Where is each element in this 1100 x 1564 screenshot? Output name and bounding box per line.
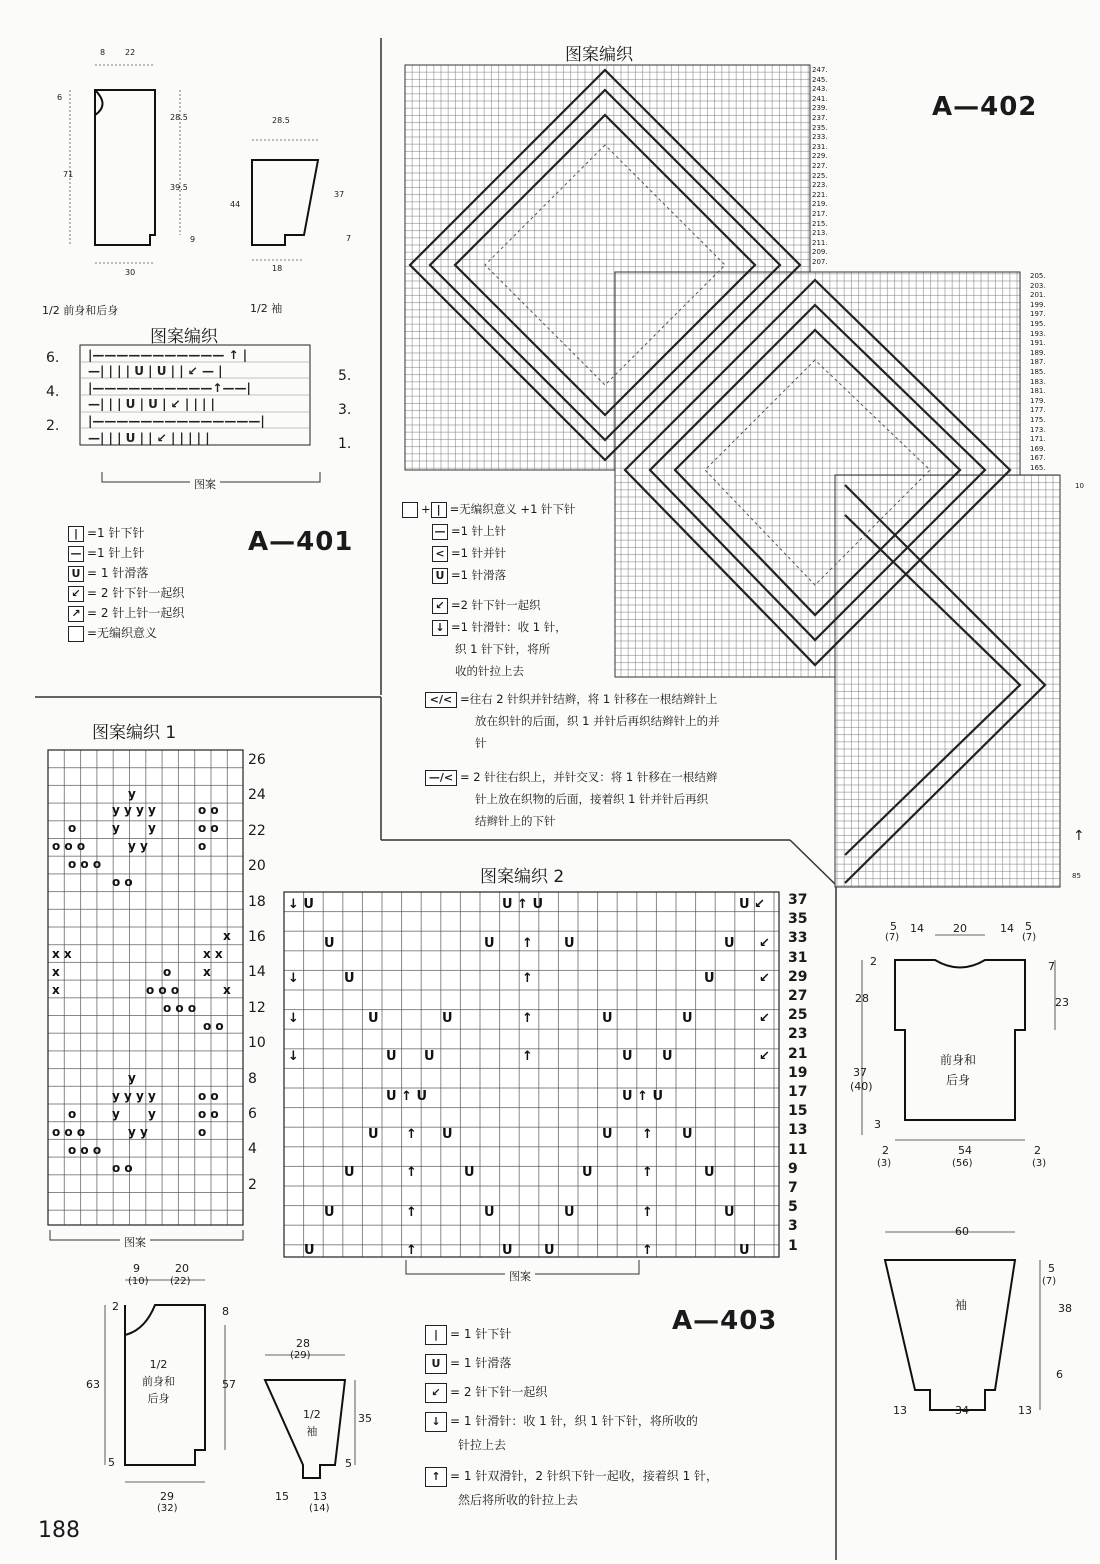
a402-legend-cross-left [425,766,717,832]
a401-dim: 22 [125,48,136,57]
svg-text:o o: o o [112,1161,133,1175]
legend-item: < =1 针并针 [402,542,576,564]
svg-text:U: U [682,1011,693,1026]
a403-sleeve-dim: 13 [313,1490,327,1503]
right-body-dim: 28 [855,992,869,1005]
svg-text:↑: ↑ [522,971,533,986]
a402-code: A—402 [932,92,1038,122]
a401-dim: 30 [125,268,136,277]
svg-text:↑: ↑ [406,1165,417,1180]
svg-text:↑: ↑ [406,1127,417,1142]
legend-item: — =1 针上针 [68,543,184,563]
svg-text:↑: ↑ [522,936,533,951]
svg-text:↓ U: ↓ U [288,897,314,912]
svg-text:o o: o o [198,821,219,835]
a403-pattern1-base: 图案 [120,1234,150,1250]
a403-sleeve-dim: 28 [296,1337,310,1350]
svg-text:o: o [68,1107,77,1121]
a403-body-dim: 57 [222,1378,236,1391]
a403-pattern2-grid [284,892,784,1262]
legend-item: 针上放在织物的后面，接着织 1 针并针后再织 [475,792,709,806]
svg-text:o o: o o [112,875,133,889]
svg-text:U: U [602,1011,613,1026]
a403-pattern1-title: 图案编织 1 [92,723,177,743]
a401-sleeve-dim: 18 [272,264,283,273]
svg-text:y: y [148,821,156,835]
a401-pattern-grid [80,345,320,445]
svg-text:x: x [203,965,211,979]
svg-text:↓: ↓ [288,971,299,986]
svg-text:U: U [344,971,355,986]
svg-text:U: U [386,1049,397,1064]
svg-text:y: y [112,1107,120,1121]
a403-body-dim: 20 [175,1262,189,1275]
right-body-dim: 54 [958,1144,972,1157]
a403-sleeve-dim: (29) [290,1350,311,1361]
legend-item: </< =往右 2 针织并针结辫，将 1 针移在一根结辫针上 [425,688,720,710]
a401-row-label: 3. [338,402,352,418]
right-sleeve-schematic [870,1220,1070,1420]
a401-dim: 9 [190,235,196,244]
right-body-dim: 7 [1048,960,1055,973]
a401-sleeve-label: 1/2 袖 [250,302,283,315]
slip-stitch-icon: ↓ [425,1412,447,1432]
svg-text:U: U [442,1011,453,1026]
legend-item: ↙ = 2 针下针一起织 [68,583,184,603]
legend-item: U = 1 针滑落 [425,1349,718,1378]
svg-text:↙: ↙ [759,936,770,951]
a401-dim: 28.5 [170,113,188,122]
a401-pattern-base: 图案 [190,476,220,492]
legend-item: ↙ = 2 针下针一起织 [425,1378,718,1407]
legend-item: ↙ =2 针下针一起织 [402,594,576,616]
right-body-dim: 23 [1055,996,1069,1009]
svg-text:o o: o o [198,803,219,817]
a403-legend [425,1320,718,1509]
a402-legend [402,498,576,682]
svg-text:U: U [544,1243,555,1258]
right-body-dim: 3 [874,1118,881,1131]
a401-dim: 39.5 [170,183,188,192]
legend-item: 然后将所收的针拉上去 [458,1493,579,1507]
purl-symbol-icon: — [432,524,448,540]
legend-item: U = 1 针滑落 [68,563,184,583]
svg-text:U: U [368,1127,379,1142]
svg-text:x: x [223,929,231,943]
svg-text:↑: ↑ [522,1011,533,1026]
right-body-dim: 14 [1000,922,1014,935]
purl-symbol-icon: — [68,546,84,562]
a403-sleeve-dim: (14) [309,1503,330,1514]
a403-sleeve-label: 1/2 袖 [303,1408,321,1438]
left-cross-icon: —/< [425,770,457,786]
svg-text:↓: ↓ [288,1011,299,1026]
right-body-dim: 14 [910,922,924,935]
svg-text:o o: o o [198,1107,219,1121]
a401-legend [68,523,184,643]
double-slip-icon: ↑ [425,1467,447,1487]
page-number: 188 [38,1518,80,1543]
svg-text:↑: ↑ [642,1127,653,1142]
right-body-dim: 5 [890,920,897,933]
a403-pattern1-grid [48,750,248,1230]
right-sleeve-dim: (7) [1042,1276,1057,1287]
legend-item: 针 [475,736,487,750]
a403-body-dim: (10) [128,1276,149,1287]
right-cross-icon: </< [425,692,457,708]
a401-sleeve-dim: 44 [230,200,241,209]
a402-corner-mark: 10 [1075,482,1084,490]
knit-symbol-icon: | [431,502,447,518]
a401-body-label: 1/2 前身和后身 [42,304,119,317]
right-body-dim: (40) [850,1080,873,1093]
svg-text:↙: ↙ [759,1049,770,1064]
right-sleeve-dim: 38 [1058,1302,1072,1315]
svg-text:U: U [424,1049,435,1064]
svg-text:y y y y: y y y y [112,803,156,817]
svg-text:U: U [662,1049,673,1064]
no-stitch-icon [68,626,84,642]
legend-item: 收的针拉上去 [455,664,524,678]
a403-body-dim: (32) [157,1503,178,1514]
svg-text:o o o: o o o [146,983,180,997]
svg-text:↓: ↓ [288,1049,299,1064]
p2tog-icon: ↗ [68,606,84,622]
svg-text:↙: ↙ [759,971,770,986]
a402-legend-cross-right [425,688,720,754]
right-sleeve-dim: 13 [893,1404,907,1417]
legend-item: 针拉上去 [458,1438,507,1452]
right-body-dim: 2 [1034,1144,1041,1157]
svg-text:U: U [724,936,735,951]
svg-text:↑: ↑ [522,1049,533,1064]
svg-text:x: x [223,983,231,997]
svg-text:U: U [564,936,575,951]
legend-item: — =1 针上针 [402,520,576,542]
right-body-dim: (7) [1022,932,1037,943]
svg-text:x x: x x [203,947,223,961]
svg-text:o o o: o o o [52,1125,86,1139]
a403-code: A—403 [672,1306,778,1336]
right-body-label: 前身和 后身 [940,1053,977,1087]
right-body-dim: 37 [853,1066,867,1079]
svg-text:x: x [52,965,60,979]
svg-text:↙: ↙ [759,1011,770,1026]
a403-body-label: 1/2 前身和 后身 [142,1358,175,1405]
knit-symbol-icon: | [425,1325,447,1345]
svg-text:↑: ↑ [642,1243,653,1258]
svg-text:o o o: o o o [68,857,102,871]
drop-stitch-icon: U [432,568,448,584]
a401-row-label: 6. [46,350,60,366]
svg-text:y: y [128,1071,136,1085]
right-body-dim: (56) [952,1158,973,1169]
svg-text:↑: ↑ [642,1205,653,1220]
a403-pattern2-base: 图案 [505,1268,535,1284]
legend-item: —/< = 2 针往右织上，并针交叉：将 1 针移在一根结辫 [425,766,717,788]
svg-text:U: U [464,1165,475,1180]
legend-item: =无编织意义 [68,623,184,643]
knit-symbol-icon: | [68,526,84,542]
right-sleeve-label: 袖 [955,1298,968,1312]
svg-text:U: U [564,1205,575,1220]
no-stitch-icon [402,502,418,518]
a401-dim: 8 [100,48,106,57]
svg-text:—| | | | U | U | | ↙ — |: —| | | | U | U | | ↙ — | [88,364,223,378]
svg-text:—| | | U | | ↙ | | | | |: —| | | U | | ↙ | | | | | [88,431,210,445]
svg-text:U: U [324,936,335,951]
right-sleeve-dim: 13 [1018,1404,1032,1417]
svg-text:↑: ↑ [642,1165,653,1180]
k2tog-icon: ↙ [68,586,84,602]
a401-dim: 71 [63,170,74,179]
drop-stitch-icon: U [68,566,84,582]
a401-row-label: 2. [46,418,60,434]
legend-item: + | =无编织意义 +1 针下针 [402,498,576,520]
a401-dim: 6 [57,93,63,102]
svg-text:x x: x x [52,947,72,961]
svg-text:y: y [148,1107,156,1121]
k2tog-icon: ↙ [425,1383,447,1403]
svg-text:—| | | U | U | ↙ | | | |: —| | | U | U | ↙ | | | | [88,397,215,411]
a403-sleeve-dim: 35 [358,1412,372,1425]
svg-text:U ↑ U: U ↑ U [386,1089,428,1104]
up-arrow-icon: ↑ [1073,828,1085,844]
svg-text:U: U [622,1049,633,1064]
svg-text:o: o [68,821,77,835]
a403-sleeve-dim: 5 [345,1457,352,1470]
right-sleeve-dim: 5 [1048,1262,1055,1275]
svg-text:y y: y y [128,839,148,853]
right-sleeve-dim: 6 [1056,1368,1063,1381]
a401-row-label: 4. [46,384,60,400]
legend-item: 结辫针上的下针 [475,814,556,828]
svg-text:U: U [502,1243,513,1258]
svg-text:o: o [163,965,172,979]
right-body-dim: (3) [1032,1158,1047,1169]
legend-item: ↑ = 1 针双滑针，2 针织下针一起收，接着织 1 针， [425,1462,718,1491]
a401-pattern-title: 图案编织 [150,327,218,347]
svg-text:U: U [739,1243,750,1258]
a401-code: A—401 [248,527,354,557]
svg-text:o o o: o o o [163,1001,197,1015]
a403-body-dim: 8 [222,1305,229,1318]
right-sleeve-dim: 34 [955,1404,969,1417]
svg-text:x: x [52,983,60,997]
legend-item: U =1 针滑落 [402,564,576,586]
svg-text:o: o [198,839,207,853]
svg-text:U: U [484,1205,495,1220]
svg-text:↑: ↑ [406,1243,417,1258]
right-body-dim: 5 [1025,920,1032,933]
svg-text:|——————————— ↑ |: |——————————— ↑ | [88,348,248,362]
a403-body-dim: 63 [86,1378,100,1391]
svg-text:U: U [344,1165,355,1180]
svg-text:U: U [704,971,715,986]
a401-body-schematic [55,45,255,265]
svg-text:U: U [724,1205,735,1220]
svg-text:y: y [128,787,136,801]
right-body-dim: 2 [882,1144,889,1157]
legend-item: ↗ = 2 针上针一起织 [68,603,184,623]
svg-text:U: U [368,1011,379,1026]
a401-row-label: 1. [338,436,352,452]
svg-text:|——————————————|: |——————————————| [88,414,265,428]
a403-pattern2-title: 图案编织 2 [480,867,565,887]
a403-sleeve-dim: 15 [275,1490,289,1503]
svg-text:o: o [198,1125,207,1139]
legend-item: 放在织针的后面，织 1 并针后再织结辫针上的并 [475,714,720,728]
svg-text:|——————————↑——|: |——————————↑——| [88,381,251,395]
right-body-dim: (3) [877,1158,892,1169]
svg-text:U ↙: U ↙ [739,897,765,912]
a403-body-dim: (22) [170,1276,191,1287]
svg-text:U: U [324,1205,335,1220]
svg-text:o o o: o o o [68,1143,102,1157]
legend-item: ↓ = 1 针滑针：收 1 针，织 1 针下针，将所收的 [425,1407,718,1436]
a401-sleeve-dim: 28.5 [272,116,290,125]
right-sleeve-dim: 60 [955,1225,969,1238]
svg-text:U ↑ U: U ↑ U [502,897,544,912]
a402-bottom-mark: 85 [1072,872,1081,880]
right-body-dim: 20 [953,922,967,935]
a401-row-label: 5. [338,368,352,384]
a401-sleeve-dim: 7 [346,234,352,243]
a403-body-dim: 29 [160,1490,174,1503]
legend-item: | = 1 针下针 [425,1320,718,1349]
a403-body-dim: 9 [133,1262,140,1275]
right-body-dim: 2 [870,955,877,968]
a403-body-dim: 5 [108,1456,115,1469]
svg-text:o o: o o [198,1089,219,1103]
a403-body-dim: 2 [112,1300,119,1313]
slip-stitch-icon: ↓ [432,620,448,636]
k2tog-icon: ↙ [432,598,448,614]
svg-text:o o: o o [203,1019,224,1033]
legend-item: | =1 针下针 [68,523,184,543]
svg-text:U: U [602,1127,613,1142]
svg-text:↑: ↑ [406,1205,417,1220]
decrease-icon: < [432,546,448,562]
a402-title: 图案编织 [565,45,633,65]
a401-sleeve-dim: 37 [334,190,345,199]
svg-text:o o o: o o o [52,839,86,853]
svg-text:U: U [484,936,495,951]
svg-text:U: U [582,1165,593,1180]
drop-stitch-icon: U [425,1354,447,1374]
svg-text:y y y y: y y y y [112,1089,156,1103]
svg-text:U: U [682,1127,693,1142]
svg-text:U: U [704,1165,715,1180]
svg-text:U: U [442,1127,453,1142]
svg-text:y y: y y [128,1125,148,1139]
svg-text:U ↑ U: U ↑ U [622,1089,664,1104]
svg-text:U: U [304,1243,315,1258]
svg-text:y: y [112,821,120,835]
legend-item: 织 1 针下针，将所 [455,642,551,656]
right-body-dim: (7) [885,932,900,943]
right-body-schematic [850,920,1070,1150]
legend-item: ↓ =1 针滑针：收 1 针， [402,616,576,638]
